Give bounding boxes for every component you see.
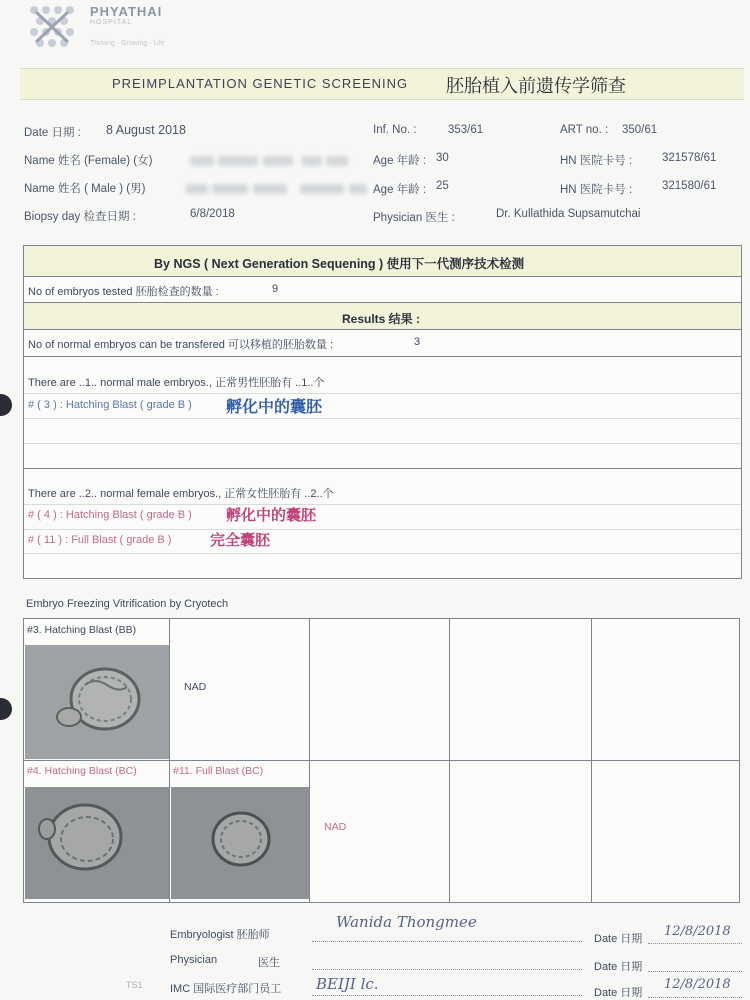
embryo-11-caption: #11. Full Blast (BC) xyxy=(173,765,264,777)
name-male-label: Name 姓名 ( Male ) (男) xyxy=(24,183,146,195)
date-label-3: Date 日期 xyxy=(594,987,643,999)
date-value: 8 August 2018 xyxy=(106,123,186,137)
hn-female-label: HN 医院卡号 : xyxy=(560,155,633,167)
date-line-1 xyxy=(648,942,742,944)
margin-note: TS1 xyxy=(126,980,143,990)
art-label: ART no. : xyxy=(560,124,609,136)
ngs-results-box xyxy=(23,245,742,579)
date-signature-3: 12/8/2018 xyxy=(664,977,731,992)
physician-value: Dr. Kullathida Supsamutchai xyxy=(496,208,641,220)
hn-female-value: 321578/61 xyxy=(662,152,717,164)
date-line-3 xyxy=(648,996,742,998)
freezing-title: Embryo Freezing Vitrification by Cryotech xyxy=(26,598,229,610)
physician-sign-label-zh: 医生 xyxy=(258,957,280,969)
female-embryo-11-zh: 完全囊胚 xyxy=(210,531,271,549)
hn-male-label: HN 医院卡号 : xyxy=(560,184,633,196)
biopsy-value: 6/8/2018 xyxy=(190,208,235,220)
logo-tagline: Thriving · Growing · Life xyxy=(90,40,165,47)
name-female-label: Name 姓名 (Female) (女) xyxy=(24,155,153,167)
embryologist-label: Embryologist 胚胎师 xyxy=(170,929,270,941)
embryo-3-image-icon xyxy=(25,645,169,759)
date-label: Date 日期 : xyxy=(24,127,81,139)
freeze-cell-3 xyxy=(310,619,450,761)
embryo-11-image-icon xyxy=(171,787,309,899)
male-embryo-3: # ( 3 ) : Hatching Blast ( grade B ) xyxy=(28,399,192,411)
embryo-3-caption: #3. Hatching Blast (BB) xyxy=(27,624,137,636)
female-embryos-line: There are ..2.. normal female embryos., 正常女性胚胎有 ..2..个 xyxy=(28,488,334,500)
embryos-tested-value: 9 xyxy=(272,283,279,295)
art-value: 350/61 xyxy=(622,124,658,136)
physician-sign-label: Physician xyxy=(170,954,218,966)
name-female-redacted xyxy=(190,152,348,170)
imc-sign-line xyxy=(312,994,582,996)
freeze-cell-4 xyxy=(450,619,592,761)
embryo-3-photo xyxy=(25,645,169,759)
date-line-2 xyxy=(648,970,742,972)
inf-label: Inf. No. : xyxy=(373,124,417,136)
ngs-heading: By NGS ( Next Generation Sequening ) 使用下一代测序技术检测 xyxy=(154,257,525,271)
imc-signature: BEIJI lc. xyxy=(316,975,379,993)
hospital-logo-icon xyxy=(26,4,78,50)
imc-label: IMC 国际医疗部门员工 xyxy=(170,983,282,995)
embryo-4-photo xyxy=(25,787,169,899)
age-male-value: 25 xyxy=(436,180,449,192)
transferable-value: 3 xyxy=(414,336,421,348)
age-male-label: Age 年龄 : xyxy=(373,184,427,196)
embryo-11-note: NAD xyxy=(324,821,347,833)
date-label-2: Date 日期 xyxy=(594,961,643,973)
physician-label: Physician 医生 : xyxy=(373,212,455,224)
biopsy-label: Biopsy day 检查日期 : xyxy=(24,211,136,223)
freeze-cell-9 xyxy=(450,761,592,902)
name-male-redacted xyxy=(186,180,367,198)
date-label-1: Date 日期 xyxy=(594,933,643,945)
title-chinese: 胚胎植入前遗传学筛查 xyxy=(446,76,626,97)
embryo-4-image-icon xyxy=(25,787,169,899)
results-heading: Results 结果 : xyxy=(342,312,421,326)
embryologist-sign-line xyxy=(312,940,582,942)
female-embryo-4-zh: 孵化中的囊胚 xyxy=(226,506,317,524)
embryo-11-photo xyxy=(171,787,309,899)
hn-male-value: 321580/61 xyxy=(662,180,717,192)
embryo-3-note: NAD xyxy=(184,681,207,693)
embryologist-signature: Wanida Thongmee xyxy=(336,913,477,931)
embryo-4-caption: #4. Hatching Blast (BC) xyxy=(27,765,137,777)
male-embryo-3-zh: 孵化中的囊胚 xyxy=(226,397,323,416)
punch-hole-icon xyxy=(0,394,12,416)
transferable-label: No of normal embryos can be transfered 可以移植的胚胎数量 : xyxy=(28,339,334,351)
embryos-tested-label: No of embryos tested 胚胎检查的数量 : xyxy=(28,286,219,298)
female-embryo-4: # ( 4 ) : Hatching Blast ( grade B ) xyxy=(28,509,192,521)
physician-sign-line xyxy=(312,968,582,970)
age-female-label: Age 年龄 : xyxy=(373,155,427,167)
inf-value: 353/61 xyxy=(448,124,484,136)
punch-hole-icon xyxy=(0,698,12,720)
logo-sub: HOSPITAL xyxy=(90,19,133,26)
freeze-cell-5 xyxy=(592,619,739,761)
age-female-value: 30 xyxy=(436,152,449,164)
date-signature-1: 12/8/2018 xyxy=(664,924,731,939)
freeze-cell-10 xyxy=(592,761,739,902)
title-english: PREIMPLANTATION GENETIC SCREENING xyxy=(112,76,409,91)
freezing-grid xyxy=(23,618,740,903)
female-embryo-11: # ( 11 ) : Full Blast ( grade B ) xyxy=(28,534,172,546)
male-embryos-line: There are ..1.. normal male embryos., 正常男性胚胎有 ..1..个 xyxy=(28,377,325,389)
logo-name: PHYATHAI xyxy=(90,4,163,19)
